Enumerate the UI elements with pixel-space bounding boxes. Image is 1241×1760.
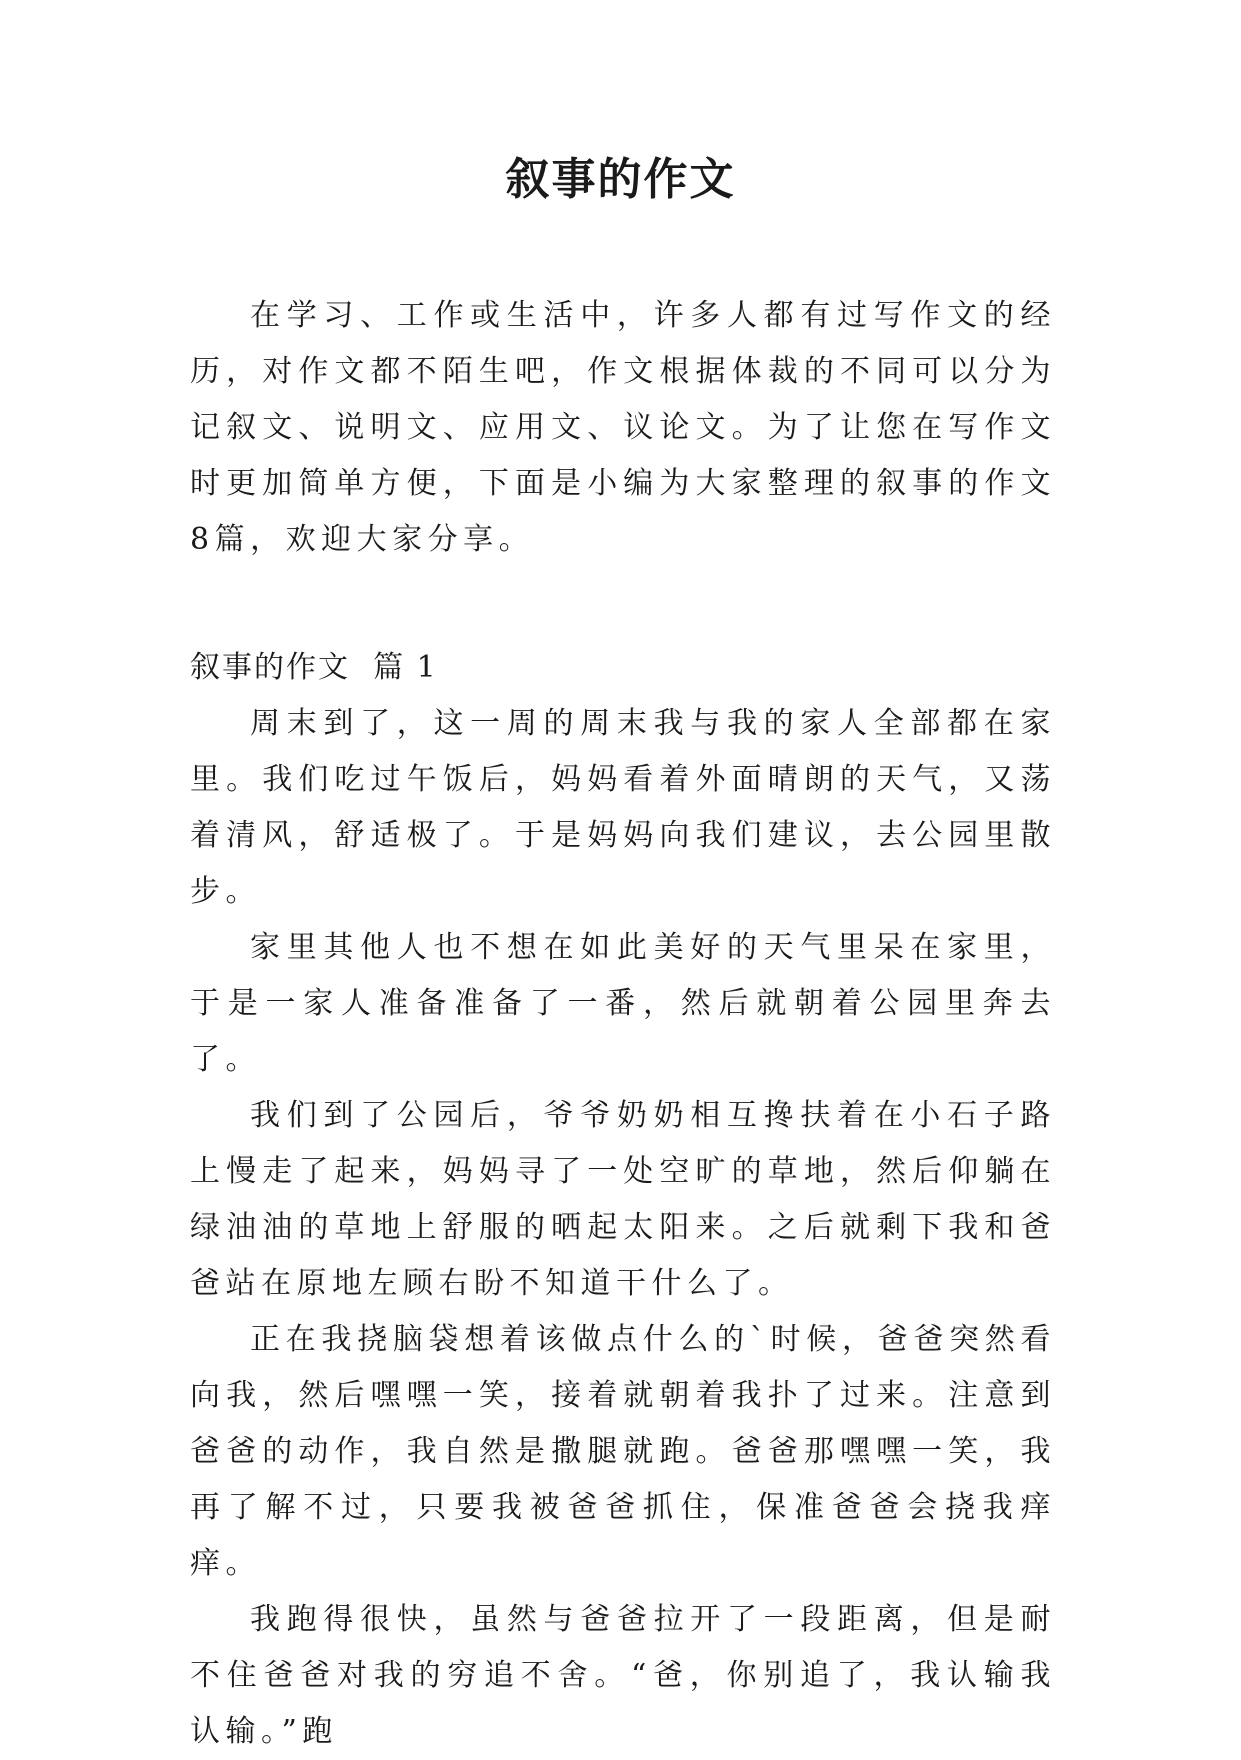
body-paragraph: 正在我挠脑袋想着该做点什么的`时候，爸爸突然看向我，然后嘿嘿一笑，接着就朝着我扑了过来。注意到爸爸的动作，我自然是撒腿就跑。爸爸那嘿嘿一笑，我再了解不过，只要我被爸爸抓住，保准爸爸会挠我痒痒。 bbox=[190, 1322, 1056, 1581]
body-paragraph: 周末到了，这一周的周末我与我的家人全部都在家里。我们吃过午饭后，妈妈看着外面晴朗的天气，又荡着清风，舒适极了。于是妈妈向我们建议，去公园里散步。 bbox=[190, 706, 1056, 909]
document-body bbox=[190, 288, 1056, 1760]
body-paragraph: 我们到了公园后，爷爷奶奶相互搀扶着在小石子路上慢走了起来，妈妈寻了一处空旷的草地，然后仰躺在绿油油的草地上舒服的晒起太阳来。之后就剩下我和爸爸站在原地左顾右盼不知道干什么了。 bbox=[190, 1098, 1056, 1301]
body-paragraph: 我跑得很快，虽然与爸爸拉开了一段距离，但是耐不住爸爸对我的穷追不舍。“爸，你别追了，我认输我认输。”跑 bbox=[190, 1602, 1056, 1749]
intro-paragraph: 在学习、工作或生活中，许多人都有过写作文的经历，对作文都不陌生吧，作文根据体裁的不同可以分为记叙文、说明文、应用文、议论文。为了让您在写作文时更加简单方便，下面是小编为大家整理的叙事的作文8篇，欢迎大家分享。 bbox=[190, 298, 1056, 557]
body-paragraph: 家里其他人也不想在如此美好的天气里呆在家里，于是一家人准备准备了一番，然后就朝着公园里奔去了。 bbox=[190, 930, 1056, 1077]
section-heading: 叙事的作文 篇 1 bbox=[190, 650, 438, 685]
document-title: 叙事的作文 bbox=[505, 154, 736, 205]
